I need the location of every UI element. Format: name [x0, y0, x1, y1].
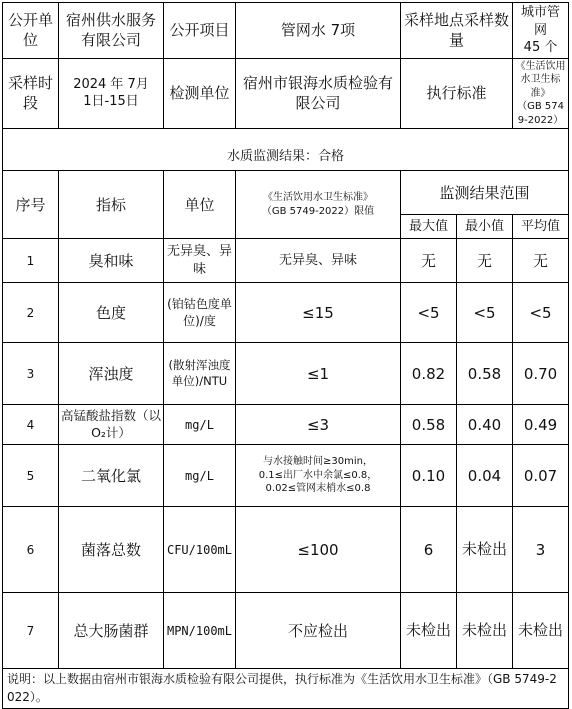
- row-limit: ≤3: [236, 405, 401, 445]
- header-index: 序号: [3, 171, 59, 239]
- standard-value-line1: 《生活饮用水卫生标准》: [515, 60, 566, 99]
- row-indicator: 臭和味: [59, 239, 164, 283]
- row-limit: 无异臭、异味: [236, 239, 401, 283]
- row-avg: 0.07: [513, 445, 569, 507]
- table-row: [3, 507, 569, 593]
- row-min: 未检出: [457, 593, 513, 669]
- row-avg: 未检出: [513, 593, 569, 669]
- table-row: [3, 343, 569, 405]
- row-index: 2: [3, 283, 59, 343]
- table-row: [3, 283, 569, 343]
- result-line: 水质监测结果：合格: [3, 143, 569, 171]
- sampling-period-label: 采样时段: [3, 58, 59, 129]
- header-limit-line2: （GB 5749-2022）限值: [261, 205, 375, 217]
- row-min: 0.58: [457, 343, 513, 405]
- header-limit-line1: 《生活饮用水卫生标准》: [263, 192, 373, 204]
- row-indicator: 色度: [59, 283, 164, 343]
- row-min: 0.40: [457, 405, 513, 445]
- info-row-2: [3, 58, 569, 129]
- row-indicator: 浑浊度: [59, 343, 164, 405]
- header-avg: 平均值: [513, 215, 569, 239]
- standard-value-line2: （GB 5749-2022）: [517, 101, 564, 126]
- sampling-period-line2: 1日-15日: [83, 94, 139, 110]
- row-unit: CFU/100mL: [164, 507, 236, 593]
- public-unit-value: 宿州供水服务有限公司: [59, 3, 164, 59]
- row-max: <5: [401, 283, 457, 343]
- sampling-site-cell: [513, 3, 569, 59]
- row-min: 未检出: [457, 507, 513, 593]
- row-min: 0.04: [457, 445, 513, 507]
- row-limit: 不应检出: [236, 593, 401, 669]
- row-limit: ≤15: [236, 283, 401, 343]
- standard-cell: [513, 58, 569, 129]
- row-avg: 0.70: [513, 343, 569, 405]
- row-index: 1: [3, 239, 59, 283]
- row-limit-line1: 与水接触时间≥30min，: [263, 456, 373, 468]
- row-unit: mg/L: [164, 445, 236, 507]
- header-row-1: [3, 171, 569, 215]
- row-max: 6: [401, 507, 457, 593]
- row-indicator: 二氧化氯: [59, 445, 164, 507]
- header-min: 最小值: [457, 215, 513, 239]
- table-row: [3, 593, 569, 669]
- row-limit: ≤100: [236, 507, 401, 593]
- row-unit: mg/L: [164, 405, 236, 445]
- row-indicator: 总大肠菌群: [59, 593, 164, 669]
- row-max: 未检出: [401, 593, 457, 669]
- row-unit: (铂钴色度单位)/度: [164, 283, 236, 343]
- table-row: [3, 445, 569, 507]
- row-unit: (散射浑浊度单位)/NTU: [164, 343, 236, 405]
- row-index: 4: [3, 405, 59, 445]
- header-range: 监测结果范围: [401, 171, 569, 215]
- note-row: [3, 669, 569, 709]
- row-indicator: 高锰酸盐指数（以O₂计）: [59, 405, 164, 445]
- row-limit-line3: 0.02≤管网末梢水≤0.8: [265, 483, 371, 495]
- header-limit: [236, 171, 401, 239]
- public-unit-label: 公开单位: [3, 3, 59, 59]
- sampling-period-line1: 2024 年 7月: [73, 76, 149, 92]
- water-quality-table: [2, 2, 569, 709]
- row-limit: ≤1: [236, 343, 401, 405]
- header-max: 最大值: [401, 215, 457, 239]
- row-avg: 无: [513, 239, 569, 283]
- sampling-period-cell: [59, 58, 164, 129]
- row-index: 6: [3, 507, 59, 593]
- sampling-site-value: 城市管网: [521, 5, 561, 38]
- public-item-value: 管网水 7项: [236, 3, 401, 59]
- result-row: [3, 143, 569, 171]
- row-limit-line2: 0.1≤出厂水中余氯≤0.8，: [258, 469, 378, 481]
- footnote: 说明：以上数据由宿州市银海水质检验有限公司提供，执行标准为《生活饮用水卫生标准》（GB 5749-2022）。: [3, 669, 569, 709]
- row-max: 0.58: [401, 405, 457, 445]
- row-avg: <5: [513, 283, 569, 343]
- row-index: 3: [3, 343, 59, 405]
- row-min: <5: [457, 283, 513, 343]
- sampling-count-value: 45 个: [523, 40, 558, 56]
- header-indicator: 指标: [59, 171, 164, 239]
- row-index: 5: [3, 445, 59, 507]
- row-max: 0.10: [401, 445, 457, 507]
- spacer-cell: [3, 129, 569, 143]
- row-max: 0.82: [401, 343, 457, 405]
- info-row-1: [3, 3, 569, 59]
- public-item-label: 公开项目: [164, 3, 236, 59]
- row-avg: 0.49: [513, 405, 569, 445]
- standard-label: 执行标准: [401, 58, 513, 129]
- sampling-site-label: 采样地点采样数量: [401, 3, 513, 59]
- test-unit-value: 宿州市银海水质检验有限公司: [236, 58, 401, 129]
- row-max: 无: [401, 239, 457, 283]
- row-index: 7: [3, 593, 59, 669]
- table-row: [3, 405, 569, 445]
- row-avg: 3: [513, 507, 569, 593]
- row-unit: MPN/100mL: [164, 593, 236, 669]
- row-min: 无: [457, 239, 513, 283]
- row-limit: [236, 445, 401, 507]
- test-unit-label: 检测单位: [164, 58, 236, 129]
- row-indicator: 菌落总数: [59, 507, 164, 593]
- header-unit: 单位: [164, 171, 236, 239]
- table-row: [3, 239, 569, 283]
- row-unit: 无异臭、异味: [164, 239, 236, 283]
- spacer-row: [3, 129, 569, 143]
